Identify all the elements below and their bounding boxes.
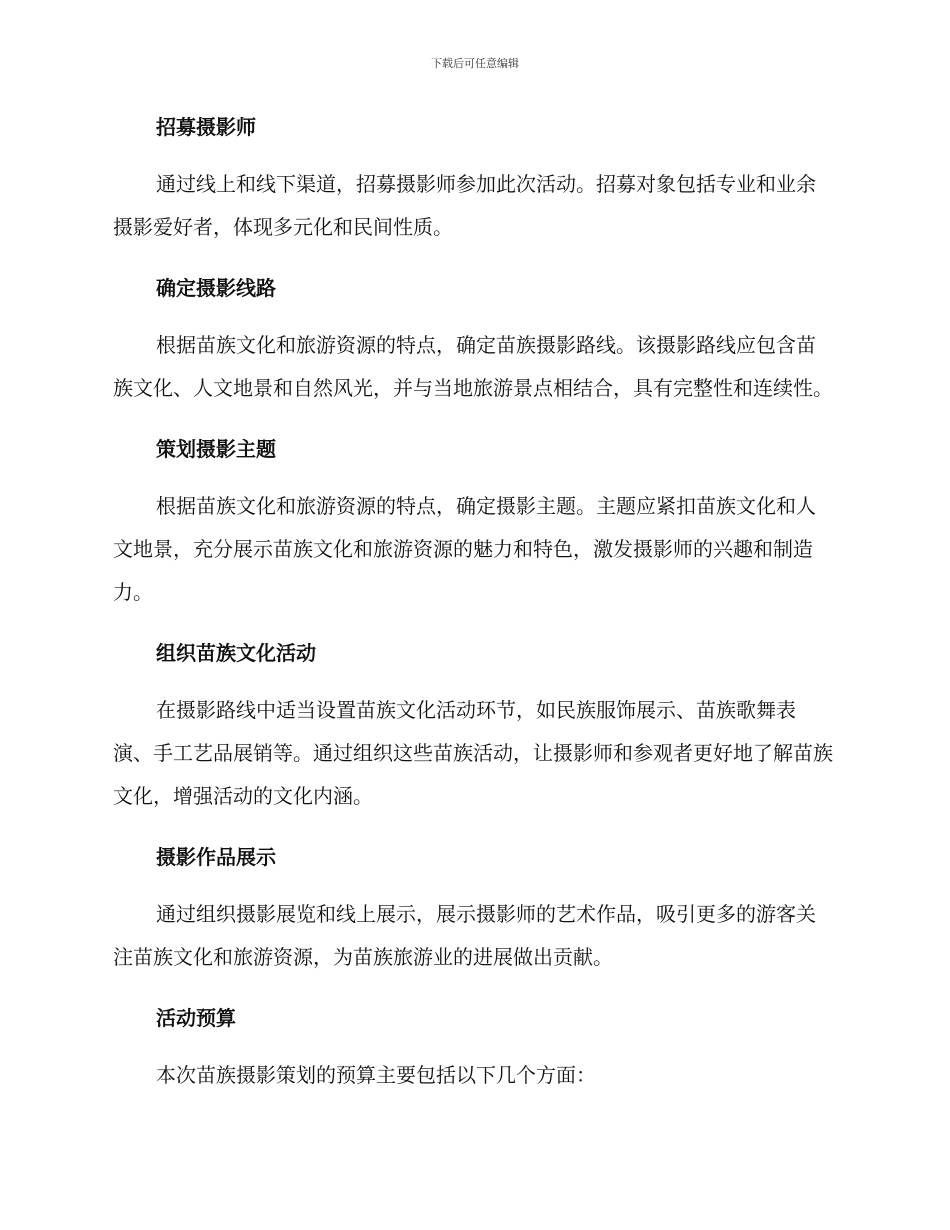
section-title: 活动预算 (156, 1006, 236, 1030)
section-works-exhibition (113, 840, 833, 979)
section-title: 摄影作品展示 (156, 845, 276, 869)
section-title: 确定摄影线路 (156, 276, 276, 300)
section-paragraph: 根据苗族文化和旅游资源的特点，确定苗族摄影路线。该摄影路线应包含苗族文化、人文地景和自然风光，并与当地旅游景点相结合，具有完整性和连续性。 (113, 333, 833, 400)
section-paragraph: 根据苗族文化和旅游资源的特点，确定摄影主题。主题应紧扣苗族文化和人文地景，充分展示苗族文化和旅游资源的魅力和特色，激发摄影师的兴趣和制造力。 (113, 494, 816, 604)
header-note: 下载后可任意编辑 (431, 57, 519, 70)
section-paragraph: 在摄影路线中适当设置苗族文化活动环节，如民族服饰展示、苗族歌舞表演、手工艺品展销等。通过组织这些苗族活动，让摄影师和参观者更好地了解苗族文化，增强活动的文化内涵。 (113, 698, 833, 808)
document-content (113, 110, 833, 1097)
section-paragraph: 本次苗族摄影策划的预算主要包括以下几个方面： (156, 1063, 596, 1087)
section-title: 招募摄影师 (156, 115, 256, 139)
section-title: 策划摄影主题 (156, 437, 276, 461)
section-paragraph: 通过线上和线下渠道，招募摄影师参加此次活动。招募对象包括专业和业余摄影爱好者，体现多元化和民间性质。 (113, 172, 816, 239)
section-photo-theme (113, 432, 833, 614)
section-paragraph: 通过组织摄影展览和线上展示，展示摄影师的艺术作品，吸引更多的游客关注苗族文化和旅游资源，为苗族旅游业的进展做出贡献。 (113, 902, 816, 969)
section-title: 组织苗族文化活动 (156, 641, 316, 665)
section-cultural-activities (113, 636, 833, 818)
section-budget (113, 1001, 833, 1097)
section-photo-route (113, 271, 833, 410)
section-recruit-photographers (113, 110, 833, 249)
